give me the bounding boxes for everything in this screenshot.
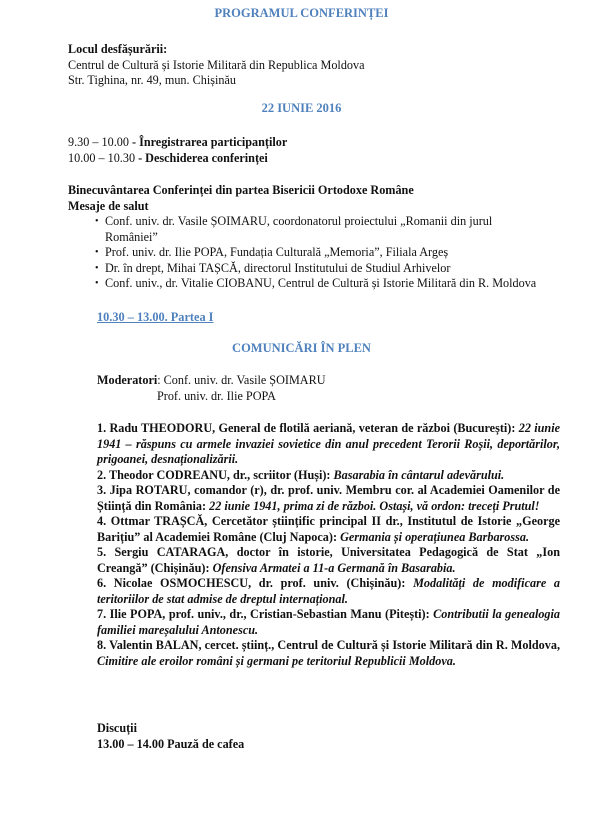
list-item xyxy=(97,576,560,607)
greeting-text: Prof. univ. dr. Ilie POPA, Fundația Culturală „Memoria”, Filiala Argeș xyxy=(105,245,449,259)
list-item xyxy=(97,468,560,484)
list-item xyxy=(97,607,560,638)
conference-date: 22 IUNIE 2016 xyxy=(261,101,342,115)
communications-list xyxy=(97,421,560,669)
communication-title: Ofensiva Armatei a 11-a Germană în Basarabia. xyxy=(212,560,456,575)
blessing-text: Binecuvântarea Conferinței din partea Bisericii Ortodoxe Române xyxy=(68,183,414,197)
schedule-time: 9.30 – 10.00 xyxy=(68,135,129,149)
page-title: PROGRAMUL CONFERINȚEI xyxy=(214,6,389,20)
moderator-first: : Conf. univ. dr. Vasile ȘOIMARU xyxy=(157,373,326,387)
greetings-list xyxy=(95,214,563,292)
list-item xyxy=(95,276,563,292)
communication-title: 22 iunie 1941 – răspuns cu armele invaziei sovietice din anul precedent Terorii Roșii, deportărilor, prigoanei, desnaționalizării. xyxy=(97,421,560,466)
greeting-text-cont: României” xyxy=(105,229,158,244)
bullet-icon: • xyxy=(95,247,99,258)
discussion-label: Discuții xyxy=(97,721,137,735)
schedule-time: 10.00 – 10.30 xyxy=(68,150,136,165)
list-item xyxy=(97,483,560,514)
blessing-section xyxy=(68,183,541,214)
communication-title: Basarabia în cântarul adevărului. xyxy=(333,467,505,482)
greeting-text: Conf. univ. dr. Vasile ȘOIMARU, coordonatorul proiectului „Romanii din jurul xyxy=(105,214,493,228)
moderators-section xyxy=(97,373,326,404)
communication-title: Cimitire ale eroilor români și germani pe teritoriul Republicii Moldova. xyxy=(97,653,456,668)
list-item xyxy=(97,545,560,576)
list-item xyxy=(97,514,560,545)
bullet-icon: • xyxy=(95,278,99,289)
communication-author: 3. Jipa ROTARU, comandor (r), dr. prof. univ. Membru cor. al Academiei Oamenilor de Știință din România: xyxy=(97,483,560,513)
greeting-text: Dr. în drept, Mihai TAȘCĂ, directorul Institutului de Studiul Arhivelor xyxy=(105,260,451,275)
communication-author: 2. Theodor CODREANU, dr., scriitor (Huși): xyxy=(97,467,331,482)
communication-author: 8. Valentin BALAN, cercet. științ., Centrul de Cultură și Istorie Militară din R. Moldova, xyxy=(97,638,560,652)
communication-author: 5. Sergiu CATARAGA, doctor în istorie, Universitatea Pedagogică de Stat „Ion Creangă” (Chișinău): xyxy=(97,545,560,575)
list-item xyxy=(95,214,563,245)
greeting-text: Conf. univ., dr. Vitalie CIOBANU, Centrul de Cultură și Istorie Militară din R. Moldova xyxy=(105,276,537,290)
coffee-break: 13.00 – 14.00 Pauză de cafea xyxy=(97,736,245,751)
moderator-second: Prof. univ. dr. Ilie POPA xyxy=(157,388,276,403)
schedule-label: - Deschiderea conferinței xyxy=(138,150,268,165)
bullet-icon: • xyxy=(95,216,99,227)
session-heading: COMUNICĂRI ÎN PLEN xyxy=(232,341,371,355)
schedule-section xyxy=(68,135,541,166)
schedule-item xyxy=(68,135,541,151)
closing-section xyxy=(97,721,244,752)
list-item xyxy=(97,421,560,468)
moderators-label: Moderatori xyxy=(97,373,158,387)
bullet-icon: • xyxy=(95,262,99,274)
communication-author: 4. Ottmar TRAȘCĂ, Cercetător științific principal II dr., Institutul de Istorie „George Barițiu” al Academiei Române (Cluj Napoca): xyxy=(97,514,560,544)
schedule-label: - Înregistrarea participanților xyxy=(131,135,288,149)
communication-author: 7. Ilie POPA, prof. univ., dr., Cristian-Sebastian Manu (Pitești): xyxy=(97,607,430,621)
moderator-line xyxy=(97,373,326,389)
list-item xyxy=(95,245,563,261)
venue-label: Locul desfășurării: xyxy=(68,42,168,56)
communication-author: 6. Nicolae OSMOCHESCU, dr. prof. univ. (Chișinău): xyxy=(97,576,406,590)
session-label: 10.30 – 13.00. Partea I xyxy=(97,310,214,324)
greetings-heading: Mesaje de salut xyxy=(68,198,149,213)
venue-section xyxy=(68,42,541,89)
communication-author: 1. Radu THEODORU, General de flotilă aeriană, veteran de război (București): xyxy=(97,421,516,435)
schedule-item xyxy=(68,151,541,167)
communication-title: Germania și operațiunea Barbarossa. xyxy=(340,529,529,544)
list-item xyxy=(95,261,563,277)
communication-title: Contributii la genealogia familiei mareșalului Antonescu. xyxy=(97,607,561,637)
list-item xyxy=(97,638,560,669)
venue-name: Centrul de Cultură și Istorie Militară din Republica Moldova xyxy=(68,57,365,72)
communication-title: 22 iunie 1941, prima zi de război. Ostași, vă ordon: treceți Prutul! xyxy=(209,498,540,513)
venue-address: Str. Tighina, nr. 49, mun. Chișinău xyxy=(68,73,236,87)
communication-title: Modalități de modificare a teritoriilor de stat admise de dreptul internațional. xyxy=(97,576,560,606)
